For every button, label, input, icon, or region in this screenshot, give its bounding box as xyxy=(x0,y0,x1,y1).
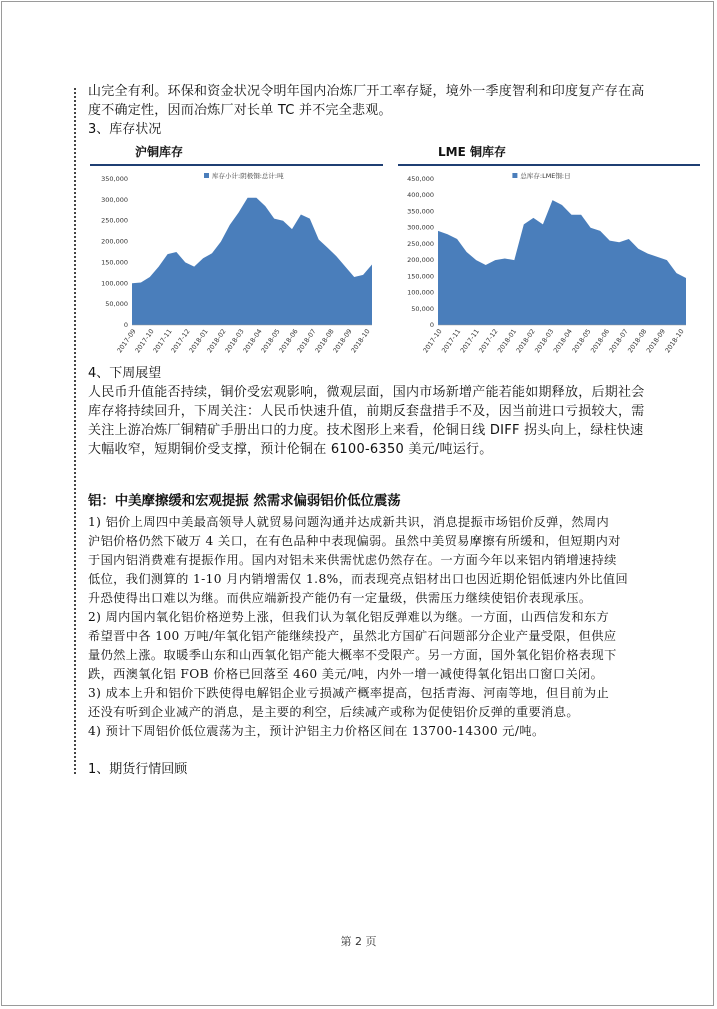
aluminum-line-2: 沪铝价格仍然下破万 4 关口，在有色品种中表现偏弱。虽然中美贸易摩擦有所缓和，但短期内对 xyxy=(88,534,621,548)
x-tick-label: 2017-11 xyxy=(440,327,463,355)
intro-line-1: 山完全有利。环保和资金状况令明年国内冶炼厂开工率存疑，境外一季度智利和印度复产存在高 xyxy=(88,84,645,99)
aluminum-line-6: 2) 周内国内氧化铝价格逆势上涨，但我们认为氧化铝反弹难以为继。一方面，山西信发和东方 xyxy=(88,610,610,624)
aluminum-line-8: 量仍然上涨。取暖季山东和山西氧化铝产能大概率不受限产。另一方面，国外氧化铝价格表现下 xyxy=(88,648,617,662)
x-tick-label: 2018-08 xyxy=(626,327,649,355)
y-tick-label: 50,000 xyxy=(411,304,434,313)
aluminum-line-1: 1) 铝价上周四中美最高领导人就贸易问题沟通并达成新共识，消息提振市场铝价反弹，然周内 xyxy=(88,515,610,529)
y-tick-label: 150,000 xyxy=(101,258,128,267)
aluminum-line-5: 升恐使得出口难以为继。而供应端新投产能仍有一定量级，供需压力继续使铝价表现承压。 xyxy=(88,591,592,605)
legend-swatch xyxy=(204,173,209,178)
x-tick-label: 2018-09 xyxy=(644,327,668,355)
page-number: 第 2 页 xyxy=(340,935,377,948)
aluminum-line-12: 4) 预计下周铝价低位震荡为主，预计沪铝主力价格区间在 13700-14300 元/吨。 xyxy=(88,724,545,738)
shfe-copper-inventory-chart xyxy=(88,142,388,367)
aluminum-line-7: 希望晋中各 100 万吨/年氧化铝产能继续投产，虽然北方国矿石问题部分企业产量受限，但供应 xyxy=(88,629,617,643)
x-tick-label: 2018-02 xyxy=(514,327,537,355)
x-tick-label: 2017-11 xyxy=(151,327,174,355)
right-chart-title: LME 铜库存 xyxy=(438,145,506,159)
x-tick-label: 2018-01 xyxy=(495,327,519,355)
x-tick-label: 2018-01 xyxy=(187,327,210,355)
intro-line-2: 度不确定性，因而冶炼厂对长单 TC 并不完全悲观。 xyxy=(88,103,392,118)
x-tick-label: 2018-09 xyxy=(331,327,354,355)
inventory-area xyxy=(132,198,372,325)
x-tick-label: 2018-07 xyxy=(607,327,630,355)
y-tick-label: 300,000 xyxy=(407,223,434,232)
left-chart-svg xyxy=(88,167,388,367)
y-tick-label: 200,000 xyxy=(101,237,128,246)
lme-copper-inventory-chart xyxy=(396,142,702,367)
y-tick-label: 450,000 xyxy=(407,175,434,183)
x-tick-label: 2018-02 xyxy=(205,327,228,355)
y-tick-label: 50,000 xyxy=(105,300,128,309)
left-chart-title: 沪铜库存 xyxy=(135,145,184,159)
legend-swatch xyxy=(512,173,517,178)
y-tick-label: 100,000 xyxy=(407,288,434,297)
x-tick-label: 2017-10 xyxy=(133,327,156,355)
futures-review-heading: 1、期货行情回顾 xyxy=(88,762,188,777)
y-tick-label: 0 xyxy=(123,321,128,329)
legend-label: 总库存:LME铜:日 xyxy=(520,172,571,180)
aluminum-line-4: 低位，我们测算的 1-10 月内销增需仅 1.8%，而表现亮点铝材出口也因近期伦铝低速内外比值回 xyxy=(88,572,629,586)
x-tick-label: 2018-04 xyxy=(551,327,574,355)
y-tick-label: 350,000 xyxy=(407,207,434,216)
y-tick-label: 350,000 xyxy=(101,175,128,183)
x-tick-label: 2017-12 xyxy=(169,327,192,355)
outlook-line-3: 关注上游冶炼厂铜精矿手册出口的力度。技术图形上来看，伦铜日线 DIFF 拐头向上，绿柱快速 xyxy=(88,423,644,438)
outlook-line-4: 大幅收窄，短期铜价受支撑，预计伦铜在 6100-6350 美元/吨运行。 xyxy=(88,442,493,457)
y-tick-label: 0 xyxy=(429,321,434,329)
aluminum-line-9: 跌，西澳氧化铝 FOB 价格已回落至 460 美元/吨，内外一增一减使得氧化铝出口窗口关闭。 xyxy=(88,667,604,681)
aluminum-section-title: 铝：中美摩擦缓和宏观提振 然需求偏弱铝价低位震荡 xyxy=(88,494,401,509)
x-tick-label: 2017-09 xyxy=(115,327,138,355)
x-tick-label: 2017-11 xyxy=(458,327,481,355)
y-tick-label: 250,000 xyxy=(101,216,128,225)
section-4-heading: 4、下周展望 xyxy=(88,366,162,381)
x-tick-label: 2017-10 xyxy=(421,327,444,355)
left-chart-rule xyxy=(90,164,383,166)
y-tick-label: 300,000 xyxy=(101,195,128,204)
aluminum-line-10: 3) 成本上升和铝价下跌使得电解铝企业亏损减产概率提高，包括青海、河南等地，但目前为止 xyxy=(88,686,610,700)
x-tick-label: 2018-06 xyxy=(277,327,300,355)
y-tick-label: 150,000 xyxy=(407,272,434,281)
x-tick-label: 2018-10 xyxy=(663,327,686,355)
x-tick-label: 2018-04 xyxy=(241,327,264,355)
x-tick-label: 2018-06 xyxy=(589,327,612,355)
legend-label: 库存小计:阴极铜:总计:吨 xyxy=(212,172,284,180)
x-tick-label: 2018-05 xyxy=(570,327,593,355)
aluminum-line-3: 于国内铝消费难有提振作用。国内对铝未来供需忧虑仍然存在。一方面今年以来铝内销增速持续 xyxy=(88,553,617,567)
y-tick-label: 100,000 xyxy=(101,279,128,288)
right-chart-rule xyxy=(398,164,700,166)
margin-dotted-rule xyxy=(74,88,76,774)
x-tick-label: 2018-05 xyxy=(259,327,282,355)
x-tick-label: 2017-12 xyxy=(477,327,500,355)
y-tick-label: 400,000 xyxy=(407,191,434,200)
x-tick-label: 2018-07 xyxy=(295,327,318,355)
right-chart-svg xyxy=(396,167,702,367)
x-tick-label: 2018-10 xyxy=(349,327,372,355)
x-tick-label: 2018-03 xyxy=(533,327,556,355)
section-3-heading: 3、库存状况 xyxy=(88,122,162,137)
x-tick-label: 2018-03 xyxy=(223,327,246,355)
inventory-area xyxy=(438,200,686,325)
outlook-line-2: 库存将持续回升，下周关注：人民币快速升值，前期反套盘措手不及，因当前进口亏损较大，需 xyxy=(88,404,645,419)
y-tick-label: 250,000 xyxy=(407,239,434,248)
y-tick-label: 200,000 xyxy=(407,256,434,265)
outlook-line-1: 人民币升值能否持续，铜价受宏观影响，微观层面，国内市场新增产能若能如期释放，后期社会 xyxy=(88,385,645,400)
aluminum-line-11: 还没有听到企业减产的消息，是主要的利空，后续减产或称为促使铝价反弹的重要消息。 xyxy=(88,705,579,719)
x-tick-label: 2018-08 xyxy=(313,327,336,355)
